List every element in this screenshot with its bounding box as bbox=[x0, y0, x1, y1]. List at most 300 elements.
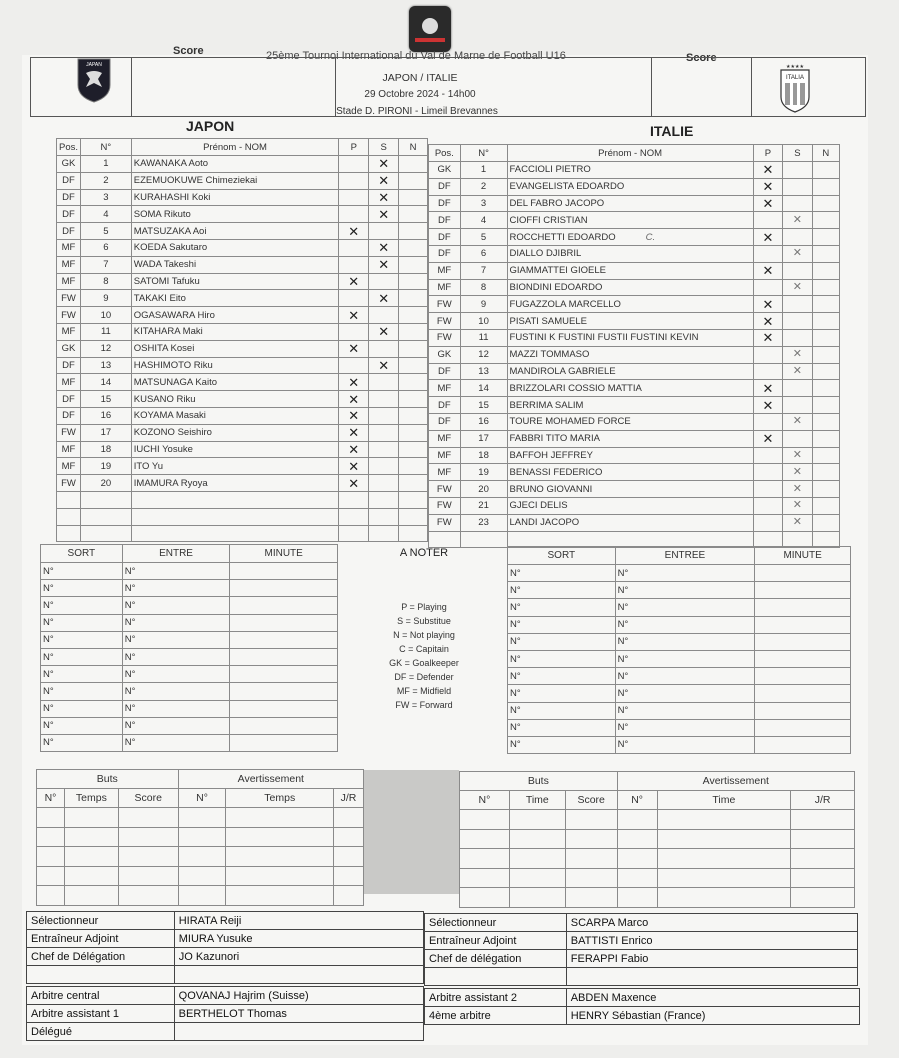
japon-roster bbox=[56, 138, 428, 542]
mark-n-cell bbox=[812, 397, 839, 414]
buts-time: Time bbox=[509, 791, 565, 810]
player-name: KOEDA Sakutaro bbox=[131, 239, 339, 256]
buts-no: N° bbox=[460, 791, 510, 810]
sub-row bbox=[508, 616, 851, 633]
mark-n-cell bbox=[812, 430, 839, 447]
entre-no: N° bbox=[122, 580, 230, 597]
player-number: 19 bbox=[80, 458, 131, 475]
entree-header: ENTREE bbox=[615, 547, 755, 565]
player-name: SOMA Rikuto bbox=[131, 206, 339, 223]
player-row bbox=[57, 475, 428, 492]
mark-s-cell bbox=[369, 273, 399, 290]
minute-cell bbox=[755, 702, 851, 719]
mark-s-cell bbox=[783, 346, 812, 363]
player-pos: DF bbox=[57, 357, 81, 374]
buts-no: N° bbox=[37, 789, 65, 808]
player-name: EZEMUOKUWE Chimeziekai bbox=[131, 172, 339, 189]
avert-header: Avertissement bbox=[178, 770, 363, 789]
avert-no: N° bbox=[617, 791, 657, 810]
mark-s-cell bbox=[783, 195, 812, 212]
player-row bbox=[57, 189, 428, 206]
mark-p-cell bbox=[339, 340, 369, 357]
player-number: 19 bbox=[460, 464, 507, 481]
mark-n-cell bbox=[399, 441, 428, 458]
sort-header: SORT bbox=[508, 547, 616, 565]
buts-row bbox=[37, 866, 364, 886]
mark-s-cell bbox=[783, 245, 812, 262]
player-pos: FW bbox=[429, 296, 461, 313]
mark-s-cell bbox=[783, 380, 812, 397]
col-num: N° bbox=[80, 139, 131, 156]
player-name: BRIZZOLARI COSSIO MATTIA bbox=[507, 380, 753, 397]
player-name: LANDI JACOPO bbox=[507, 514, 753, 531]
mark-s-cell bbox=[783, 162, 812, 179]
player-name: KUSANO Riku bbox=[131, 391, 339, 408]
player-row bbox=[57, 424, 428, 441]
staff-label: Entraîneur Adjoint bbox=[425, 932, 567, 950]
sub-row bbox=[41, 631, 338, 648]
mark-n-cell bbox=[812, 262, 839, 279]
mark-n-cell bbox=[812, 346, 839, 363]
quatrieme-arbitre-label: 4ème arbitre bbox=[425, 1007, 567, 1025]
mark-n-cell bbox=[399, 239, 428, 256]
buts-row bbox=[37, 886, 364, 906]
player-row bbox=[57, 156, 428, 173]
staff-label: Entraîneur Adjoint bbox=[27, 930, 175, 948]
mark-n-cell bbox=[812, 296, 839, 313]
col-p: P bbox=[753, 145, 783, 162]
mark-n-cell bbox=[399, 156, 428, 173]
player-row bbox=[429, 162, 840, 179]
mark-s-cell bbox=[369, 374, 399, 391]
player-row bbox=[429, 380, 840, 397]
buts-row bbox=[37, 847, 364, 867]
buts-row bbox=[460, 829, 855, 849]
player-row bbox=[429, 497, 840, 514]
buts-row bbox=[460, 810, 855, 830]
player-pos: MF bbox=[429, 447, 461, 464]
mark-p-cell bbox=[339, 458, 369, 475]
mark-n-cell bbox=[399, 172, 428, 189]
mark-n-cell bbox=[399, 475, 428, 492]
player-number: 17 bbox=[460, 430, 507, 447]
buts-score: Score bbox=[565, 791, 617, 810]
mark-p-cell bbox=[753, 413, 783, 430]
player-name: CIOFFI CRISTIAN bbox=[507, 212, 753, 229]
staff-label: Chef de délégation bbox=[425, 950, 567, 968]
sort-no: N° bbox=[41, 580, 123, 597]
staff-label: Chef de Délégation bbox=[27, 948, 175, 966]
avert-header: Avertissement bbox=[617, 772, 854, 791]
mark-n-cell bbox=[812, 329, 839, 346]
minute-cell bbox=[230, 580, 338, 597]
mark-p-cell bbox=[753, 329, 783, 346]
mark-p-cell bbox=[339, 407, 369, 424]
cross-mark-icon: ✕ bbox=[348, 273, 360, 289]
player-pos: DF bbox=[57, 172, 81, 189]
cross-mark-icon: ✕ bbox=[762, 162, 774, 178]
mark-s-cell bbox=[783, 464, 812, 481]
mark-s-cell bbox=[783, 313, 812, 330]
player-name: BAFFOH JEFFREY bbox=[507, 447, 753, 464]
cross-mark-icon: ✕ bbox=[792, 364, 802, 377]
staff-row bbox=[425, 932, 858, 950]
player-pos: DF bbox=[57, 189, 81, 206]
entre-no: N° bbox=[615, 668, 755, 685]
cross-mark-icon: ✕ bbox=[792, 499, 802, 512]
player-pos: FW bbox=[429, 481, 461, 498]
player-pos: MF bbox=[57, 323, 81, 340]
minute-cell bbox=[755, 616, 851, 633]
mark-n-cell bbox=[399, 407, 428, 424]
staff-value: HIRATA Reiji bbox=[174, 912, 423, 930]
sub-row bbox=[41, 700, 338, 717]
col-pos: Pos. bbox=[429, 145, 461, 162]
buts-row bbox=[37, 827, 364, 847]
player-number: 15 bbox=[80, 391, 131, 408]
minute-cell bbox=[755, 582, 851, 599]
player-pos: DF bbox=[429, 195, 461, 212]
mark-n-cell bbox=[399, 307, 428, 324]
player-pos: MF bbox=[429, 430, 461, 447]
player-number: 5 bbox=[80, 223, 131, 240]
buts-header: Buts bbox=[460, 772, 618, 791]
cross-mark-icon: ✕ bbox=[348, 408, 360, 424]
player-name: MANDIROLA GABRIELE bbox=[507, 363, 753, 380]
arbitre-central-value: QOVANAJ Hajrim (Suisse) bbox=[174, 987, 423, 1005]
sub-row bbox=[41, 666, 338, 683]
cross-mark-icon: ✕ bbox=[762, 431, 774, 447]
sub-row bbox=[508, 633, 851, 650]
player-number: 14 bbox=[460, 380, 507, 397]
mark-p-cell bbox=[339, 374, 369, 391]
cross-mark-icon: ✕ bbox=[348, 307, 360, 323]
mark-p-cell bbox=[753, 514, 783, 531]
cross-mark-icon: ✕ bbox=[762, 179, 774, 195]
player-row bbox=[57, 407, 428, 424]
staff-label: Sélectionneur bbox=[27, 912, 175, 930]
minute-cell bbox=[755, 668, 851, 685]
sort-no: N° bbox=[508, 650, 616, 667]
entre-no: N° bbox=[122, 614, 230, 631]
player-name: FUSTINI K FUSTINI FUSTII FUSTINI KEVIN bbox=[507, 329, 753, 346]
sub-row bbox=[41, 717, 338, 734]
staff-row bbox=[27, 948, 424, 966]
player-number: 16 bbox=[80, 407, 131, 424]
player-row bbox=[429, 397, 840, 414]
empty-row bbox=[57, 508, 428, 525]
minute-header: MINUTE bbox=[755, 547, 851, 565]
player-name: KOYAMA Masaki bbox=[131, 407, 339, 424]
cross-mark-icon: ✕ bbox=[348, 441, 360, 457]
mark-s-cell bbox=[783, 229, 812, 246]
minute-cell bbox=[755, 599, 851, 616]
cross-mark-icon: ✕ bbox=[792, 415, 802, 428]
player-number: 14 bbox=[80, 374, 131, 391]
entre-no: N° bbox=[122, 683, 230, 700]
player-number: 9 bbox=[80, 290, 131, 307]
staff-label: Sélectionneur bbox=[425, 914, 567, 932]
mark-p-cell bbox=[339, 223, 369, 240]
mark-p-cell bbox=[753, 195, 783, 212]
mark-n-cell bbox=[399, 340, 428, 357]
player-row bbox=[57, 290, 428, 307]
cross-mark-icon: ✕ bbox=[378, 324, 390, 340]
mark-n-cell bbox=[812, 497, 839, 514]
cross-mark-icon: ✕ bbox=[348, 425, 360, 441]
player-pos: FW bbox=[429, 313, 461, 330]
mark-n-cell bbox=[812, 195, 839, 212]
player-name: HASHIMOTO Riku bbox=[131, 357, 339, 374]
a-noter-title: A NOTER bbox=[399, 547, 449, 559]
player-name-text: ROCCHETTI EDOARDO bbox=[509, 231, 616, 243]
col-num: N° bbox=[460, 145, 507, 162]
mark-n-cell bbox=[812, 481, 839, 498]
cross-mark-icon: ✕ bbox=[762, 263, 774, 279]
mark-p-cell bbox=[753, 296, 783, 313]
mark-p-cell bbox=[339, 206, 369, 223]
mark-p-cell bbox=[753, 497, 783, 514]
minute-cell bbox=[230, 717, 338, 734]
cross-mark-icon: ✕ bbox=[792, 247, 802, 260]
player-number: 12 bbox=[80, 340, 131, 357]
minute-cell bbox=[755, 719, 851, 736]
player-number: 16 bbox=[460, 413, 507, 430]
buts-score: Score bbox=[118, 789, 178, 808]
legend-item: FW = Forward bbox=[395, 700, 453, 710]
cross-mark-icon: ✕ bbox=[348, 223, 360, 239]
cross-mark-icon: ✕ bbox=[348, 458, 360, 474]
cross-mark-icon: ✕ bbox=[792, 465, 802, 478]
quatrieme-arbitre-value: HENRY Sébastian (France) bbox=[566, 1007, 859, 1025]
player-name: EVANGELISTA EDOARDO bbox=[507, 178, 753, 195]
delegue-label: Délégué bbox=[27, 1023, 175, 1041]
cross-mark-icon: ✕ bbox=[378, 173, 390, 189]
staff-value: MIURA Yusuke bbox=[174, 930, 423, 948]
player-number: 3 bbox=[80, 189, 131, 206]
col-p: P bbox=[339, 139, 369, 156]
player-name: BERRIMA SALIM bbox=[507, 397, 753, 414]
captain-note: C. bbox=[645, 231, 656, 243]
sort-no: N° bbox=[41, 734, 123, 751]
player-row bbox=[57, 256, 428, 273]
cross-mark-icon: ✕ bbox=[762, 296, 774, 312]
avert-temps: Temps bbox=[226, 789, 334, 808]
cross-mark-icon: ✕ bbox=[378, 357, 390, 373]
mark-p-cell bbox=[753, 380, 783, 397]
player-pos: DF bbox=[429, 397, 461, 414]
player-row bbox=[429, 464, 840, 481]
cross-mark-icon: ✕ bbox=[348, 341, 360, 357]
officials-right bbox=[424, 988, 860, 1025]
italie-staff-table bbox=[424, 913, 858, 986]
col-s: S bbox=[369, 139, 399, 156]
staff-row bbox=[425, 950, 858, 968]
mark-s-cell bbox=[783, 447, 812, 464]
player-row bbox=[429, 430, 840, 447]
staff-value: SCARPA Marco bbox=[566, 914, 857, 932]
player-row bbox=[429, 346, 840, 363]
arbitre-assistant2-value: ABDEN Maxence bbox=[566, 989, 859, 1007]
cross-mark-icon: ✕ bbox=[378, 156, 390, 172]
player-row bbox=[429, 229, 840, 246]
player-row bbox=[57, 223, 428, 240]
mark-p-cell bbox=[753, 162, 783, 179]
match-venue: Stade D. PIRONI - Limeil Brevannes bbox=[336, 106, 498, 117]
stamp-area bbox=[364, 770, 459, 894]
legend-item: P = Playing bbox=[401, 602, 447, 612]
legend-item: DF = Defender bbox=[394, 672, 454, 682]
mark-n-cell bbox=[399, 189, 428, 206]
player-number: 17 bbox=[80, 424, 131, 441]
player-number: 6 bbox=[460, 245, 507, 262]
player-row bbox=[57, 172, 428, 189]
empty-row bbox=[57, 525, 428, 542]
player-number: 10 bbox=[80, 307, 131, 324]
mark-s-cell bbox=[369, 256, 399, 273]
player-pos: FW bbox=[57, 307, 81, 324]
sort-no: N° bbox=[508, 736, 616, 753]
mark-n-cell bbox=[812, 212, 839, 229]
mark-n-cell bbox=[399, 256, 428, 273]
mark-n-cell bbox=[812, 229, 839, 246]
mark-n-cell bbox=[399, 290, 428, 307]
cross-mark-icon: ✕ bbox=[792, 448, 802, 461]
player-pos: DF bbox=[429, 413, 461, 430]
sub-row bbox=[508, 650, 851, 667]
mark-p-cell bbox=[753, 262, 783, 279]
sub-row bbox=[508, 702, 851, 719]
entre-no: N° bbox=[615, 702, 755, 719]
mark-s-cell bbox=[783, 212, 812, 229]
minute-cell bbox=[230, 597, 338, 614]
player-pos: GK bbox=[429, 162, 461, 179]
mark-p-cell bbox=[339, 357, 369, 374]
player-row bbox=[57, 273, 428, 290]
mark-n-cell bbox=[399, 424, 428, 441]
mark-n-cell bbox=[812, 245, 839, 262]
player-number: 1 bbox=[80, 156, 131, 173]
sub-row bbox=[41, 597, 338, 614]
sort-no: N° bbox=[41, 700, 123, 717]
player-row bbox=[57, 307, 428, 324]
player-pos: FW bbox=[57, 290, 81, 307]
mark-s-cell bbox=[369, 407, 399, 424]
player-pos: FW bbox=[429, 497, 461, 514]
cross-mark-icon: ✕ bbox=[762, 330, 774, 346]
mark-n-cell bbox=[812, 313, 839, 330]
col-n: N bbox=[812, 145, 839, 162]
player-number: 4 bbox=[460, 212, 507, 229]
cross-mark-icon: ✕ bbox=[792, 482, 802, 495]
cross-mark-icon: ✕ bbox=[348, 374, 360, 390]
mark-p-cell bbox=[339, 475, 369, 492]
minute-cell bbox=[230, 563, 338, 580]
sort-no: N° bbox=[41, 563, 123, 580]
mark-p-cell bbox=[753, 229, 783, 246]
mark-s-cell bbox=[783, 329, 812, 346]
sub-row bbox=[41, 648, 338, 665]
player-pos: GK bbox=[57, 156, 81, 173]
mark-s-cell bbox=[369, 172, 399, 189]
player-pos: DF bbox=[57, 206, 81, 223]
player-number: 20 bbox=[460, 481, 507, 498]
player-name: FUGAZZOLA MARCELLO bbox=[507, 296, 753, 313]
mark-p-cell bbox=[339, 290, 369, 307]
arbitre-central-label: Arbitre central bbox=[27, 987, 175, 1005]
player-name: KITAHARA Maki bbox=[131, 323, 339, 340]
empty-row bbox=[425, 968, 858, 986]
sub-row bbox=[508, 599, 851, 616]
mark-n-cell bbox=[399, 323, 428, 340]
player-pos: MF bbox=[429, 262, 461, 279]
player-name: PISATI SAMUELE bbox=[507, 313, 753, 330]
player-row bbox=[429, 447, 840, 464]
player-pos: GK bbox=[57, 340, 81, 357]
player-pos: MF bbox=[57, 273, 81, 290]
player-name: BRUNO GIOVANNI bbox=[507, 481, 753, 498]
entre-no: N° bbox=[615, 736, 755, 753]
player-row bbox=[57, 206, 428, 223]
mark-n-cell bbox=[812, 279, 839, 296]
player-number: 3 bbox=[460, 195, 507, 212]
mark-p-cell bbox=[753, 279, 783, 296]
player-row bbox=[429, 279, 840, 296]
mark-p-cell bbox=[339, 323, 369, 340]
player-row bbox=[57, 458, 428, 475]
player-row bbox=[57, 374, 428, 391]
italy-logo-text: ITALIA bbox=[786, 75, 804, 81]
mark-s-cell bbox=[369, 156, 399, 173]
mark-n-cell bbox=[812, 514, 839, 531]
sub-row bbox=[508, 736, 851, 753]
minute-cell bbox=[230, 700, 338, 717]
federation-logo bbox=[409, 6, 451, 52]
player-number: 7 bbox=[460, 262, 507, 279]
cross-mark-icon: ✕ bbox=[792, 348, 802, 361]
player-pos: MF bbox=[57, 441, 81, 458]
player-row bbox=[429, 313, 840, 330]
arbitre-assistant1-value: BERTHELOT Thomas bbox=[174, 1005, 423, 1023]
mark-s-cell bbox=[783, 430, 812, 447]
mark-s-cell bbox=[369, 290, 399, 307]
entre-header: ENTRE bbox=[122, 545, 230, 563]
player-row bbox=[429, 329, 840, 346]
mark-p-cell bbox=[753, 481, 783, 498]
staff-row bbox=[425, 914, 858, 932]
sub-row bbox=[508, 565, 851, 582]
legend bbox=[340, 600, 508, 712]
cross-mark-icon: ✕ bbox=[378, 206, 390, 222]
col-pos: Pos. bbox=[57, 139, 81, 156]
mark-p-cell bbox=[753, 397, 783, 414]
mark-s-cell bbox=[783, 514, 812, 531]
sub-row bbox=[41, 683, 338, 700]
avert-time: Time bbox=[657, 791, 791, 810]
minute-header: MINUTE bbox=[230, 545, 338, 563]
sub-row bbox=[508, 668, 851, 685]
italie-buts-table bbox=[459, 771, 855, 908]
player-number: 4 bbox=[80, 206, 131, 223]
player-pos: GK bbox=[429, 346, 461, 363]
mark-s-cell bbox=[369, 458, 399, 475]
legend-item: GK = Goalkeeper bbox=[389, 658, 459, 668]
avert-jr: J/R bbox=[791, 791, 855, 810]
mark-s-cell bbox=[783, 481, 812, 498]
player-name: OGASAWARA Hiro bbox=[131, 307, 339, 324]
col-name: Prénom - NOM bbox=[507, 145, 753, 162]
player-name bbox=[507, 229, 753, 246]
